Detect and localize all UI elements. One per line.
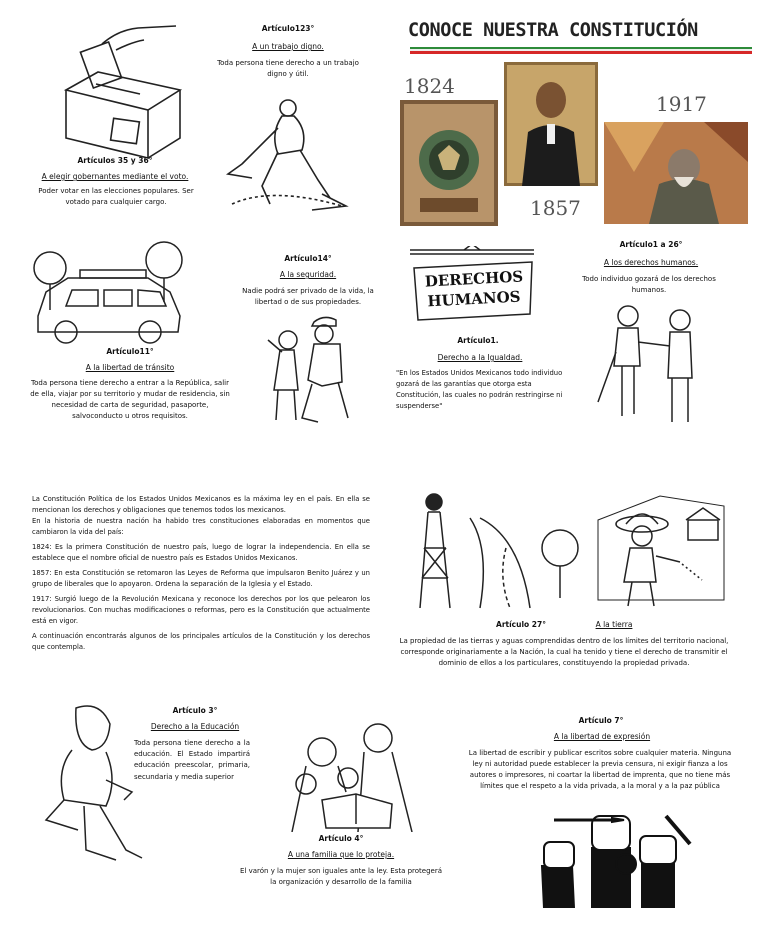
article-123-text: Toda persona tiene derecho a un trabajo digno y útil.	[217, 59, 359, 78]
article-35-text: Poder votar en las elecciones populares. Ser votado para cualquier cargo.	[38, 187, 194, 206]
article-7-text: La libertad de escribir y publicar escritos sobre cualquier materia. Ninguna ley ni autoridad puede establecer la previa censura, ni exigir fianza a los autores o impresores, ni coartar la libertad de imprenta, que no tiene más límites que el respeto a la vida privada, a la moral y a la paz pública	[468, 749, 732, 790]
article-11-text: Toda persona tiene derecho a entrar a la República, salir de ella, viajar por su territorio y mudar de residencia, sin necesidad de carta de seguridad, pasaporte, salvoconducto u otros requisitos.	[30, 379, 230, 420]
article-123-subheading: A un trabajo digno.	[252, 42, 324, 51]
year-1857: 1857	[530, 196, 581, 220]
human-rights-sign-line1: DERECHOS	[424, 267, 524, 291]
year-1917: 1917	[656, 92, 707, 116]
land-resources-illustration	[410, 488, 590, 612]
flag-stripe	[410, 47, 752, 54]
family-reading-illustration	[282, 712, 426, 832]
carranza-mural	[604, 122, 748, 224]
article-1-26-subheading: A los derechos humanos.	[603, 258, 699, 267]
article-27-subheading: A la tierra	[595, 620, 633, 629]
article-14-subheading: A la seguridad.	[279, 270, 337, 279]
article-7-heading: Artículo 7°	[578, 716, 624, 725]
article-27-text: La propiedad de las tierras y aguas comprendidas dentro de los límites del territorio nacional, corresponde originariamente a la Nación, la cual ha tenido y tiene el derecho de transmitir el dominio de ellos a los particulares, constituyendo la propiedad privada.	[399, 637, 729, 667]
article-14-heading: Artículo14°	[284, 254, 332, 263]
intro-paragraph-2: En la historia de nuestra nación ha habido tres constituciones elaboradas en momentos que cambiaron la vida del país:	[32, 517, 370, 536]
coat-of-arms-painting	[400, 100, 498, 226]
ballot-box-illustration	[58, 20, 188, 160]
article-1-26-heading: Artículo1 a 26°	[619, 240, 683, 249]
article-14-text: Nadie podrá ser privado de la vida, la libertad o de sus propiedades.	[242, 287, 374, 306]
intro-paragraph-closing: A continuación encontrarás algunos de los principales artículos de la Constitución y los derechos que contempla.	[32, 632, 370, 651]
article-3-heading: Artículo 3°	[172, 706, 218, 715]
intro-text	[32, 494, 370, 653]
worker-digging-illustration	[222, 94, 354, 216]
article-3-subheading: Derecho a la Educación	[150, 722, 240, 731]
banner-title: CONOCE NUESTRA CONSTITUCIÓN	[408, 20, 698, 41]
article-123-heading: Artículo123°	[261, 24, 315, 33]
article-1-subheading: Derecho a la Igualdad.	[437, 353, 523, 362]
article-1-26-text: Todo individuo gozará de los derechos humanos.	[582, 275, 716, 294]
article-4-subheading: A una familia que lo proteja.	[287, 850, 395, 859]
intro-paragraph-1824: 1824: Es la primera Constitución de nuestro país, luego de lograr la independencia. En ella se establece que el nombre oficial de nuestro país es Estados Unidos Mexicanos.	[32, 543, 370, 562]
girl-reading-illustration	[36, 700, 146, 870]
police-and-child-illustration	[262, 310, 362, 430]
article-4-heading: Artículo 4°	[318, 834, 364, 843]
year-1824: 1824	[404, 74, 455, 98]
intro-paragraph-1917: 1917: Surgió luego de la Revolución Mexicana y reconoce los derechos por los que pelearon los revolucionarios. Con muchas modificaciones o reformas, pero es la Constitución que actualmente está en vigor.	[32, 595, 370, 625]
intro-paragraph-1: La Constitución Política de los Estados Unidos Mexicanos es la máxima ley en el país. En ella se mencionan los derechos y obligaciones que tenemos todos los mexicanos.	[32, 495, 370, 514]
article-11-heading: Artículo11°	[106, 347, 154, 356]
farmer-sowing-illustration	[590, 490, 732, 612]
article-4-text: El varón y la mujer son iguales ante la ley. Esta protegerá la organización y desarrollo de la familia	[240, 867, 443, 886]
juarez-portrait	[504, 62, 598, 186]
family-car-illustration	[28, 240, 188, 344]
article-35-subheading: A elegir gobernantes mediante el voto.	[41, 172, 189, 181]
article-1-heading: Artículo1.	[457, 336, 499, 345]
article-11-subheading: A la libertad de tránsito	[85, 363, 175, 372]
article-3-text: Toda persona tiene derecho a la educación. El Estado impartirá educación preescolar, primaria, secundaria y media superior	[134, 739, 250, 781]
article-7-subheading: A la libertad de expresión	[553, 732, 651, 741]
friends-helping-illustration	[592, 302, 710, 432]
raised-fists-illustration	[534, 808, 698, 908]
human-rights-sign-line2: HUMANOS	[427, 287, 521, 311]
intro-paragraph-1857: 1857: En esta Constitución se retomaron las Leyes de Reforma que impulsaron Benito Juárez y un grupo de liberales que lo apoyaron. Ordena la separación de la Iglesia y el Estado.	[32, 569, 370, 588]
article-35-heading: Artículos 35 y 36°	[77, 156, 153, 165]
article-1-text: "En los Estados Unidos Mexicanos todo individuo gozará de las garantías que otorga esta Constitución, las cuales no podrán restringirse ni suspenderse"	[396, 369, 563, 410]
article-27-heading: Artículo 27°	[496, 620, 546, 629]
